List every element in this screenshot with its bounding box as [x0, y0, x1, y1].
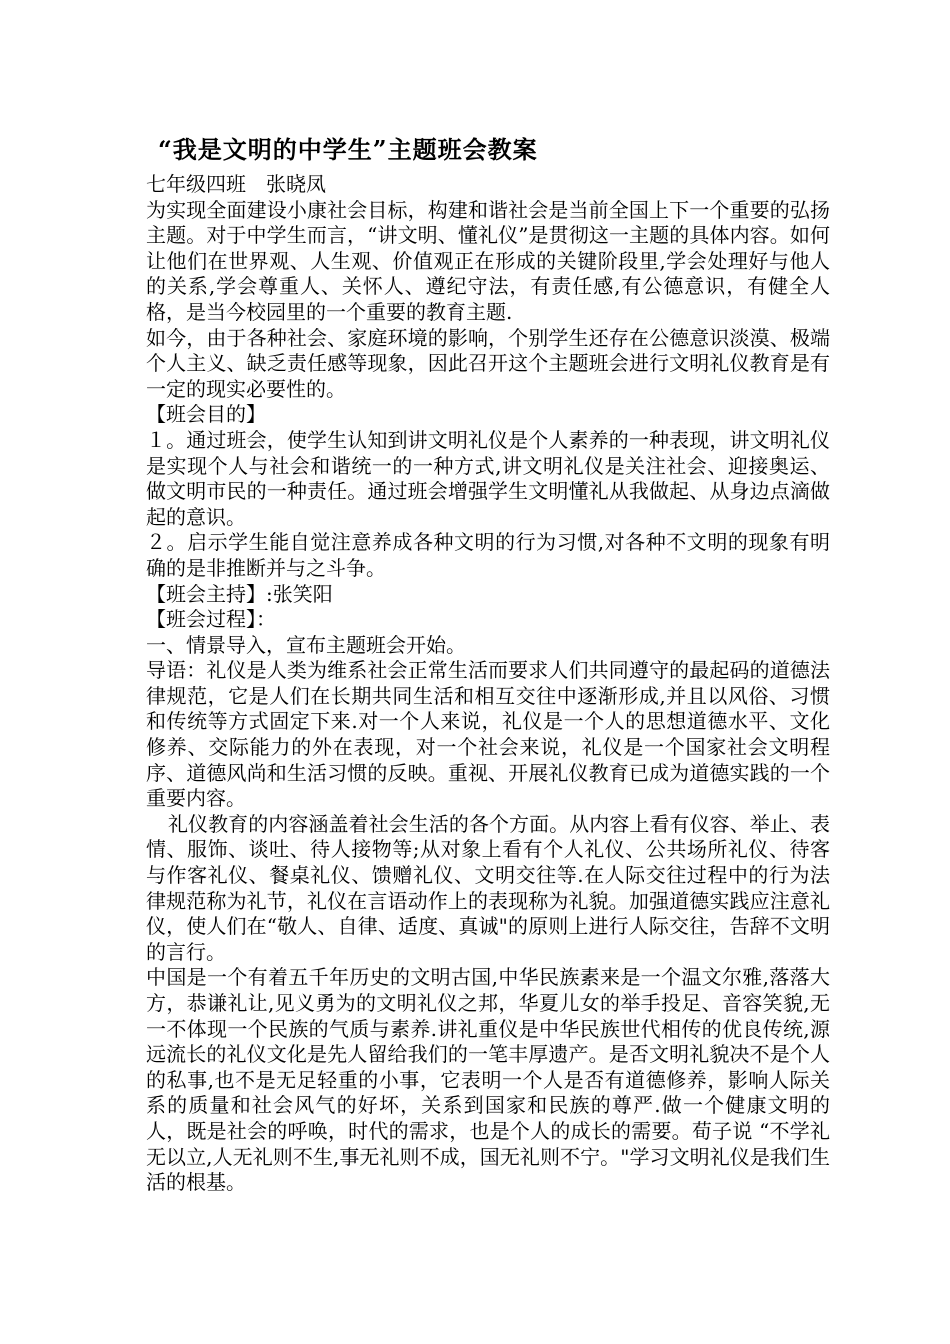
document-title: “我是文明的中学生”主题班会教案 [158, 135, 538, 164]
section-heading: 【班会主持】:张笑阳 [146, 581, 333, 606]
list-item: ２。启示学生能自觉注意养成各种文明的行为习惯,对各种不文明的现象有明确的是非推断并与之斗争。 [146, 530, 830, 580]
section-heading: 【班会过程】： [146, 607, 276, 632]
paragraph: 一、情景导入，宣布主题班会开始。 [146, 632, 466, 657]
paragraph: 导语：礼仪是人类为维系社会正常生活而要求人们共同遵守的最起码的道德法律规范，它是人们在长期共同生活和相互交往中逐渐形成,并且以风俗、习惯和传统等方式固定下来.对一个人来说，礼仪是一个人的思想道德水平、文化修养、交际能力的外在表现，对一个社会来说，礼仪是一个国家社会文明程序、道德风尚和生活习惯的反映。重视、开展礼仪教育已成为道德实践的一个重要内容。 [146, 658, 830, 811]
list-item: １。通过班会，使学生认知到讲文明礼仪是个人素养的一种表现，讲文明礼仪是实现个人与社会和谐统一的一种方式,讲文明礼仪是关注社会、迎接奥运、做文明市民的一种责任。通过班会增强学生文明懂礼从我做起、从身边点滴做起的意识。 [146, 427, 830, 529]
section-heading: 【班会目的】 [146, 402, 266, 427]
paragraph: 如今，由于各种社会、家庭环境的影响，个别学生还存在公德意识淡漠、极端个人主义、缺乏责任感等现象，因此召开这个主题班会进行文明礼仪教育是有一定的现实必要性的。 [146, 325, 830, 401]
paragraph: 为实现全面建设小康社会目标，构建和谐社会是当前全国上下一个重要的弘扬主题。对于中学生而言，“讲文明、懂礼仪”是贯彻这一主题的具体内容。如何让他们在世界观、人生观、价值观正在形成的关键阶段里,学会处理好与他人的关系,学会尊重人、关怀人、遵纪守法，有责任感,有公德意识，有健全人格，是当今校园里的一个重要的教育主题. [146, 197, 830, 324]
document-body [146, 172, 830, 1196]
paragraph: 中国是一个有着五千年历史的文明古国,中华民族素来是一个温文尔雅,落落大方，恭谦礼让,见义勇为的文明礼仪之邦，华夏儿女的举手投足、音容笑貌,无一不体现一个民族的气质与素养.讲礼重仪是中华民族世代相传的优良传统,源远流长的礼仪文化是先人留给我们的一笔丰厚遗产。是否文明礼貌决不是个人的私事,也不是无足轻重的小事，它表明一个人是否有道德修养，影响人际关系的质量和社会风气的好坏，关系到国家和民族的尊严.做一个健康文明的人，既是社会的呼唤，时代的需求，也是个人的成长的需要。荀子说 “不学礼无以立,人无礼则不生,事无礼则不成，国无礼则不宁。"学习文明礼仪是我们生活的根基。 [146, 965, 830, 1195]
author-line: 七年级四班 张晓凤 [146, 172, 326, 196]
paragraph: 礼仪教育的内容涵盖着社会生活的各个方面。从内容上看有仪容、举止、表情、服饰、谈吐、待人接物等;从对象上看有个人礼仪、公共场所礼仪、待客与作客礼仪、餐桌礼仪、馈赠礼仪、文明交往等.在人际交往过程中的行为法律规范称为礼节，礼仪在言语动作上的表现称为礼貌。加强道德实践应注意礼仪，使人们在“敬人、自律、适度、真诚"的原则上进行人际交往，告辞不文明的言行。 [146, 811, 830, 964]
